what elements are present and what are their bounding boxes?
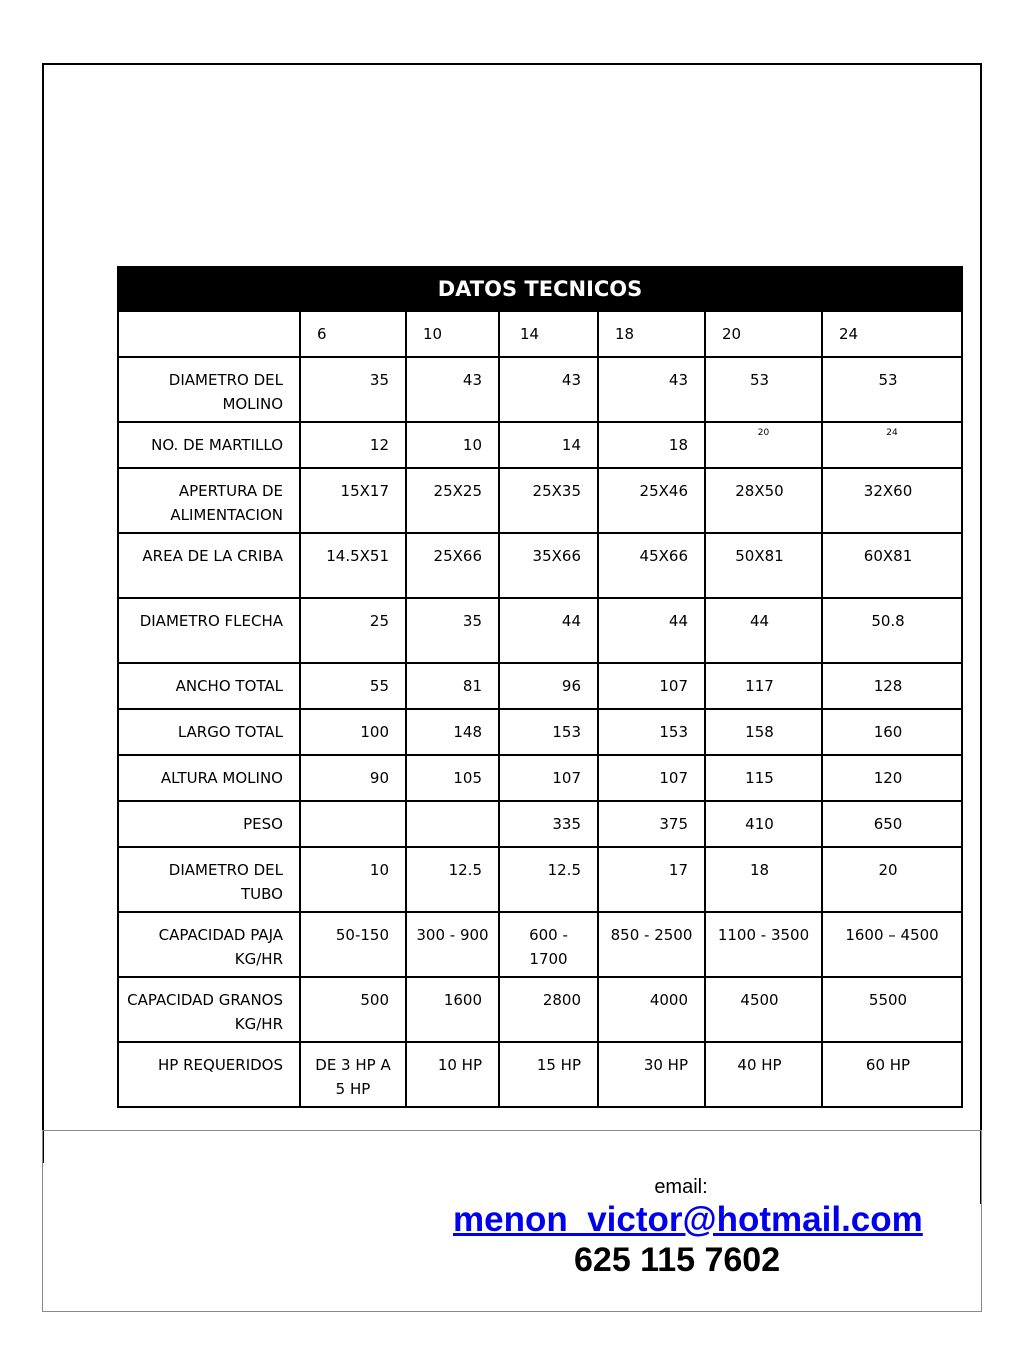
table-row [118,663,962,709]
row-value: 44 [705,598,822,663]
row-value: 10 HP [406,1042,499,1107]
row-value: 53 [822,357,962,422]
row-value: 5500 [822,977,962,1042]
row-value: 160 [822,709,962,755]
row-value: 2800 [499,977,598,1042]
table-header-row [118,311,962,357]
row-value: 25 [300,598,406,663]
email-link[interactable]: menon_victor@hotmail.com [453,1200,923,1239]
row-value: 12.5 [406,847,499,912]
row-value: 28X50 [705,468,822,533]
table-row [118,977,962,1042]
header-cell: 24 [822,311,962,357]
row-value: 375 [598,801,705,847]
row-label: NO. DE MARTILLO [118,422,300,468]
row-value: 35X66 [499,533,598,598]
row-value [406,801,499,847]
table-row [118,468,962,533]
row-value: 30 HP [598,1042,705,1107]
row-value: 25X35 [499,468,598,533]
row-value: 107 [598,755,705,801]
row-label: DIAMETRO DEL MOLINO [118,357,300,422]
row-value: 650 [822,801,962,847]
row-label: DIAMETRO DEL TUBO [118,847,300,912]
row-value: 15 HP [499,1042,598,1107]
row-value: 44 [598,598,705,663]
row-value: 53 [705,357,822,422]
row-label: HP REQUERIDOS [118,1042,300,1107]
row-value: 410 [705,801,822,847]
row-value: 44 [499,598,598,663]
table-row [118,422,962,468]
row-value: 45X66 [598,533,705,598]
row-value: 20 [822,847,962,912]
row-value: 4500 [705,977,822,1042]
row-value: 43 [598,357,705,422]
table-row [118,912,962,977]
header-cell: 10 [406,311,499,357]
row-value: 600 - 1700 [499,912,598,977]
row-value: 81 [406,663,499,709]
row-value: 96 [499,663,598,709]
table-row [118,357,962,422]
row-value: 55 [300,663,406,709]
row-label: CAPACIDAD GRANOS KG/HR [118,977,300,1042]
header-cell: 6 [300,311,406,357]
row-value: 100 [300,709,406,755]
row-value: 158 [705,709,822,755]
email-label: email: [654,1176,708,1198]
table-row [118,755,962,801]
row-value: 117 [705,663,822,709]
row-value: 14.5X51 [300,533,406,598]
row-value: 500 [300,977,406,1042]
row-value: 18 [705,847,822,912]
specs-table [117,266,963,1108]
row-value: 25X66 [406,533,499,598]
row-value: 90 [300,755,406,801]
row-value: DE 3 HP A 5 HP [300,1042,406,1107]
row-value: 35 [406,598,499,663]
row-value: 40 HP [705,1042,822,1107]
row-value: 335 [499,801,598,847]
row-value: 18 [598,422,705,468]
row-label: APERTURA DE ALIMENTACION [118,468,300,533]
row-value: 850 - 2500 [598,912,705,977]
row-value: 148 [406,709,499,755]
header-cell: 18 [598,311,705,357]
row-value: 24 [822,422,962,468]
row-value: 25X25 [406,468,499,533]
table-row [118,801,962,847]
header-cell: 14 [499,311,598,357]
table-row [118,1042,962,1107]
row-value: 60 HP [822,1042,962,1107]
row-value: 12.5 [499,847,598,912]
row-value: 10 [406,422,499,468]
row-value: 35 [300,357,406,422]
row-label: CAPACIDAD PAJA KG/HR [118,912,300,977]
row-value: 43 [406,357,499,422]
row-value: 12 [300,422,406,468]
row-value: 60X81 [822,533,962,598]
row-label: DIAMETRO FLECHA [118,598,300,663]
row-value: 32X60 [822,468,962,533]
table-row [118,598,962,663]
phone-number: 625 115 7602 [574,1241,781,1279]
row-value: 25X46 [598,468,705,533]
row-value: 153 [499,709,598,755]
row-label: LARGO TOTAL [118,709,300,755]
row-value: 50.8 [822,598,962,663]
row-value: 105 [406,755,499,801]
row-value: 14 [499,422,598,468]
row-value: 115 [705,755,822,801]
row-value: 107 [598,663,705,709]
row-label: PESO [118,801,300,847]
row-value: 4000 [598,977,705,1042]
row-value: 107 [499,755,598,801]
row-value: 50X81 [705,533,822,598]
row-value: 1600 – 4500 [822,912,962,977]
row-value: 300 - 900 [406,912,499,977]
row-label: ANCHO TOTAL [118,663,300,709]
row-value: 15X17 [300,468,406,533]
row-value: 20 [705,422,822,468]
header-cell: 20 [705,311,822,357]
row-value: 10 [300,847,406,912]
row-value: 120 [822,755,962,801]
table-row [118,533,962,598]
table-row [118,847,962,912]
row-value: 50-150 [300,912,406,977]
row-value: 128 [822,663,962,709]
table-title: DATOS TECNICOS [118,267,962,311]
row-value: 1100 - 3500 [705,912,822,977]
row-value [300,801,406,847]
row-value: 153 [598,709,705,755]
row-label: AREA DE LA CRIBA [118,533,300,598]
table-row [118,709,962,755]
row-label: ALTURA MOLINO [118,755,300,801]
row-value: 17 [598,847,705,912]
header-cell [118,311,300,357]
row-value: 1600 [406,977,499,1042]
row-value: 43 [499,357,598,422]
